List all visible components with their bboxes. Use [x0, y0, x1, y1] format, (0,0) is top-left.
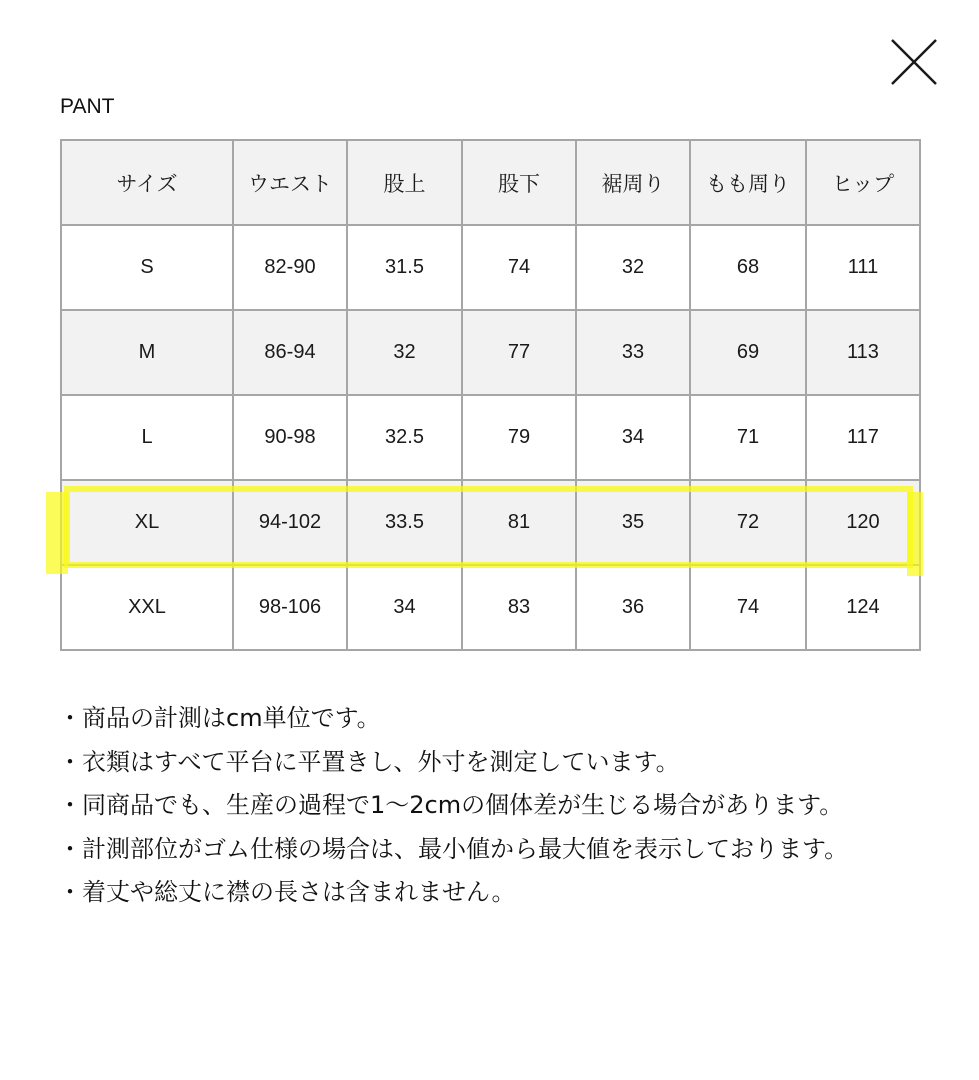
table-cell: 74 — [690, 565, 806, 650]
table-row-xl — [61, 480, 920, 565]
table-cell: 90-98 — [233, 395, 347, 480]
page-title: PANT — [60, 95, 115, 118]
table-cell: 124 — [806, 565, 920, 650]
table-cell: S — [61, 225, 233, 310]
table-cell: 82-90 — [233, 225, 347, 310]
header-inseam: 股下 — [462, 140, 576, 225]
table-cell: 33 — [576, 310, 690, 395]
table-cell: XL — [61, 480, 233, 565]
table-row-l — [61, 395, 920, 480]
table-row-s — [61, 225, 920, 310]
note-item: ・商品の計測はcm単位です。 — [58, 704, 381, 732]
header-waist: ウエスト — [233, 140, 347, 225]
header-hip: ヒップ — [806, 140, 920, 225]
note-item: ・計測部位がゴム仕様の場合は、最小値から最大値を表示しております。 — [58, 834, 849, 863]
table-cell: 81 — [462, 480, 576, 565]
table-cell: 86-94 — [233, 310, 347, 395]
table-header-row — [61, 140, 920, 225]
close-button[interactable] — [888, 36, 940, 88]
table-cell: 69 — [690, 310, 806, 395]
table-cell: 32 — [347, 310, 462, 395]
close-x-icon[interactable] — [888, 36, 940, 88]
table-cell: 31.5 — [347, 225, 462, 310]
table-cell: 71 — [690, 395, 806, 480]
table-cell: 68 — [690, 225, 806, 310]
header-rise: 股上 — [347, 140, 462, 225]
table-cell: 32.5 — [347, 395, 462, 480]
table-cell: 117 — [806, 395, 920, 480]
table-cell: 113 — [806, 310, 920, 395]
table-cell: 111 — [806, 225, 920, 310]
table-cell: 98-106 — [233, 565, 347, 650]
table-cell: M — [61, 310, 233, 395]
table-cell: 83 — [462, 565, 576, 650]
table-cell: 34 — [576, 395, 690, 480]
table-cell: 34 — [347, 565, 462, 650]
table-cell: 35 — [576, 480, 690, 565]
note-item: ・着丈や総丈に襟の長さは含まれません。 — [58, 878, 516, 906]
table-cell: 72 — [690, 480, 806, 565]
table-cell: 77 — [462, 310, 576, 395]
note-item: ・同商品でも、生産の過程で1〜2cmの個体差が生じる場合があります。 — [58, 791, 844, 819]
header-thigh: もも周り — [690, 140, 806, 225]
header-hem: 裾周り — [576, 140, 690, 225]
table-cell: XXL — [61, 565, 233, 650]
measurement-notes — [58, 697, 928, 915]
table-cell: 32 — [576, 225, 690, 310]
table-cell: 36 — [576, 565, 690, 650]
table-cell: 120 — [806, 480, 920, 565]
header-size: サイズ — [61, 140, 233, 225]
table-cell: 94-102 — [233, 480, 347, 565]
table-row-m — [61, 310, 920, 395]
note-item: ・衣類はすべて平台に平置きし、外寸を測定しています。 — [58, 747, 680, 776]
table-row-xxl — [61, 565, 920, 650]
table-cell: L — [61, 395, 233, 480]
table-cell: 74 — [462, 225, 576, 310]
table-cell: 33.5 — [347, 480, 462, 565]
size-chart-table — [60, 139, 921, 651]
table-cell: 79 — [462, 395, 576, 480]
